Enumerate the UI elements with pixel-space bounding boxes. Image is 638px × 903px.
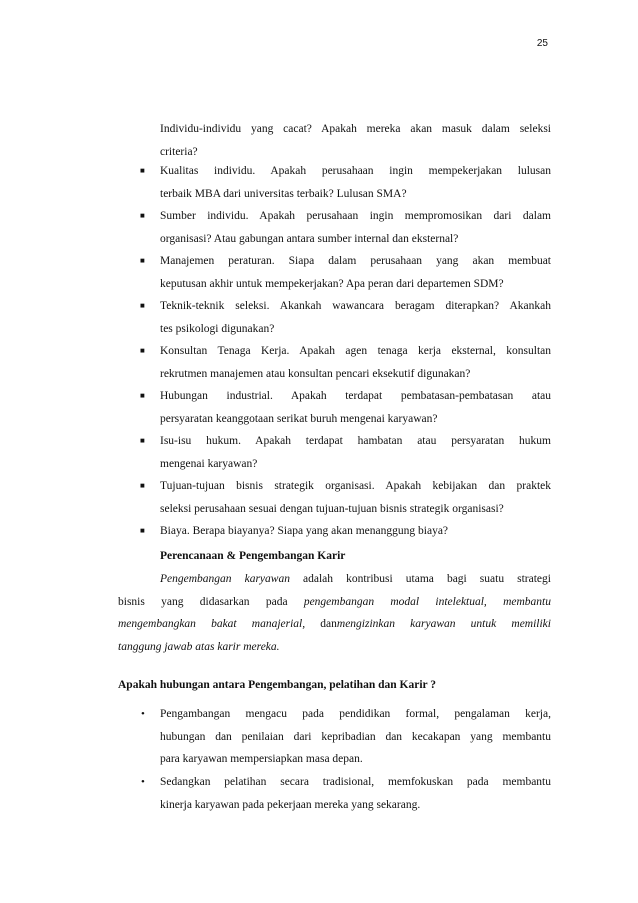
list-item-line: Isu-isu hukum. Apakah terdapat hambatan atau persyaratan hukum xyxy=(160,435,551,447)
list-item xyxy=(160,250,551,295)
paragraph-line-1 xyxy=(118,568,551,591)
list-item xyxy=(160,295,551,340)
square-bullet-icon: ■ xyxy=(140,526,145,535)
list-intro xyxy=(160,118,551,163)
paragraph-line-3 xyxy=(118,613,551,636)
page-number: 25 xyxy=(536,38,548,49)
list-item-line: tes psikologi digunakan? xyxy=(160,322,275,335)
square-bullet-icon: ■ xyxy=(140,481,145,490)
question-heading: Apakah hubungan antara Pengembangan, pelatihan dan Karir ? xyxy=(118,679,437,691)
square-bullet-icon: ■ xyxy=(140,436,145,445)
list-item-line: para karyawan mempersiapkan masa depan. xyxy=(160,753,363,766)
italic-term: Pengembangan karyawan xyxy=(160,573,290,585)
italic-term: mengizinkan karyawan untuk memiliki xyxy=(336,618,551,631)
text-span: dan xyxy=(320,618,337,631)
square-bullet-icon: ■ xyxy=(140,256,145,265)
list-item-line: Tujuan-tujuan bisnis strategik organisasi. Apakah kebijakan dan praktek xyxy=(160,480,551,492)
section-heading: Perencanaan & Pengembangan Karir xyxy=(160,550,346,562)
list-item xyxy=(160,430,551,475)
list-item-line: mengenai karyawan? xyxy=(160,457,258,470)
italic-term: mengembangkan bakat manajerial, xyxy=(118,618,306,631)
list-item-line: Konsultan Tenaga Kerja. Apakah agen tenaga kerja eksternal, konsultan xyxy=(160,345,551,357)
paragraph-line-4: tanggung jawab atas karir mereka. xyxy=(118,640,280,653)
list-item xyxy=(160,205,551,250)
list-item-line: rekrutmen manajemen atau konsultan pencari eksekutif digunakan? xyxy=(160,367,471,380)
list-item-line: Sedangkan pelatihan secara tradisional, memfokuskan pada membantu xyxy=(160,776,551,788)
list-item-line: Manajemen peraturan. Siapa dalam perusahaan yang akan membuat xyxy=(160,255,551,267)
paragraph-line-2 xyxy=(118,591,551,614)
dot-bullet-icon: • xyxy=(141,708,145,720)
list-item-line: Biaya. Berapa biayanya? Siapa yang akan menanggung biaya? xyxy=(160,525,449,537)
list-item-line: organisasi? Atau gabungan antara sumber internal dan eksternal? xyxy=(160,232,459,245)
list-item-line: Sumber individu. Apakah perusahaan ingin mempromosikan dari dalam xyxy=(160,210,551,222)
square-bullet-icon: ■ xyxy=(140,211,145,220)
list-item-line: Teknik-teknik seleksi. Akankah wawancara beragam diterapkan? Akankah xyxy=(160,300,551,312)
list-item-line: hubungan dan penilaian dari kepribadian dan kecakapan yang membantu xyxy=(160,730,551,743)
list-item-line: terbaik MBA dari universitas terbaik? Lulusan SMA? xyxy=(160,187,407,200)
list-item xyxy=(160,703,551,771)
list-item-line: Hubungan industrial. Apakah terdapat pembatasan-pembatasan atau xyxy=(160,390,551,402)
text-span: bisnis yang didasarkan pada xyxy=(118,595,288,608)
list-item xyxy=(160,475,551,520)
square-bullet-icon: ■ xyxy=(140,346,145,355)
list-item xyxy=(160,385,551,430)
body-paragraph xyxy=(118,568,551,658)
list-item xyxy=(160,340,551,385)
list-item xyxy=(160,771,551,816)
list-item-line: Pengambangan mengacu pada pendidikan formal, pengalaman kerja, xyxy=(160,708,551,720)
list-item-line: Kualitas individu. Apakah perusahaan ingin mempekerjakan lulusan xyxy=(160,165,551,177)
list-item xyxy=(160,520,551,543)
text-line: Individu-individu yang cacat? Apakah mereka akan masuk dalam seleksi xyxy=(160,123,551,135)
text-span: adalah kontribusi utama bagi suatu strategi xyxy=(303,573,551,585)
list-item-line: keputusan akhir untuk mempekerjakan? Apa peran dari departemen SDM? xyxy=(160,277,504,290)
text-line: criteria? xyxy=(160,145,198,158)
italic-term: pengembangan modal intelektual, membantu xyxy=(303,595,551,608)
square-bullet-icon: ■ xyxy=(140,391,145,400)
square-bullet-icon: ■ xyxy=(140,166,145,175)
square-bullet-icon: ■ xyxy=(140,301,145,310)
list-item-line: kinerja karyawan pada pekerjaan mereka yang sekarang. xyxy=(160,798,421,811)
list-item-line: persyaratan keanggotaan serikat buruh mengenai karyawan? xyxy=(160,412,438,425)
list-item xyxy=(160,160,551,205)
dot-bullet-icon: • xyxy=(141,776,145,788)
list-item-line: seleksi perusahaan sesuai dengan tujuan-tujuan bisnis strategik organisasi? xyxy=(160,502,504,515)
